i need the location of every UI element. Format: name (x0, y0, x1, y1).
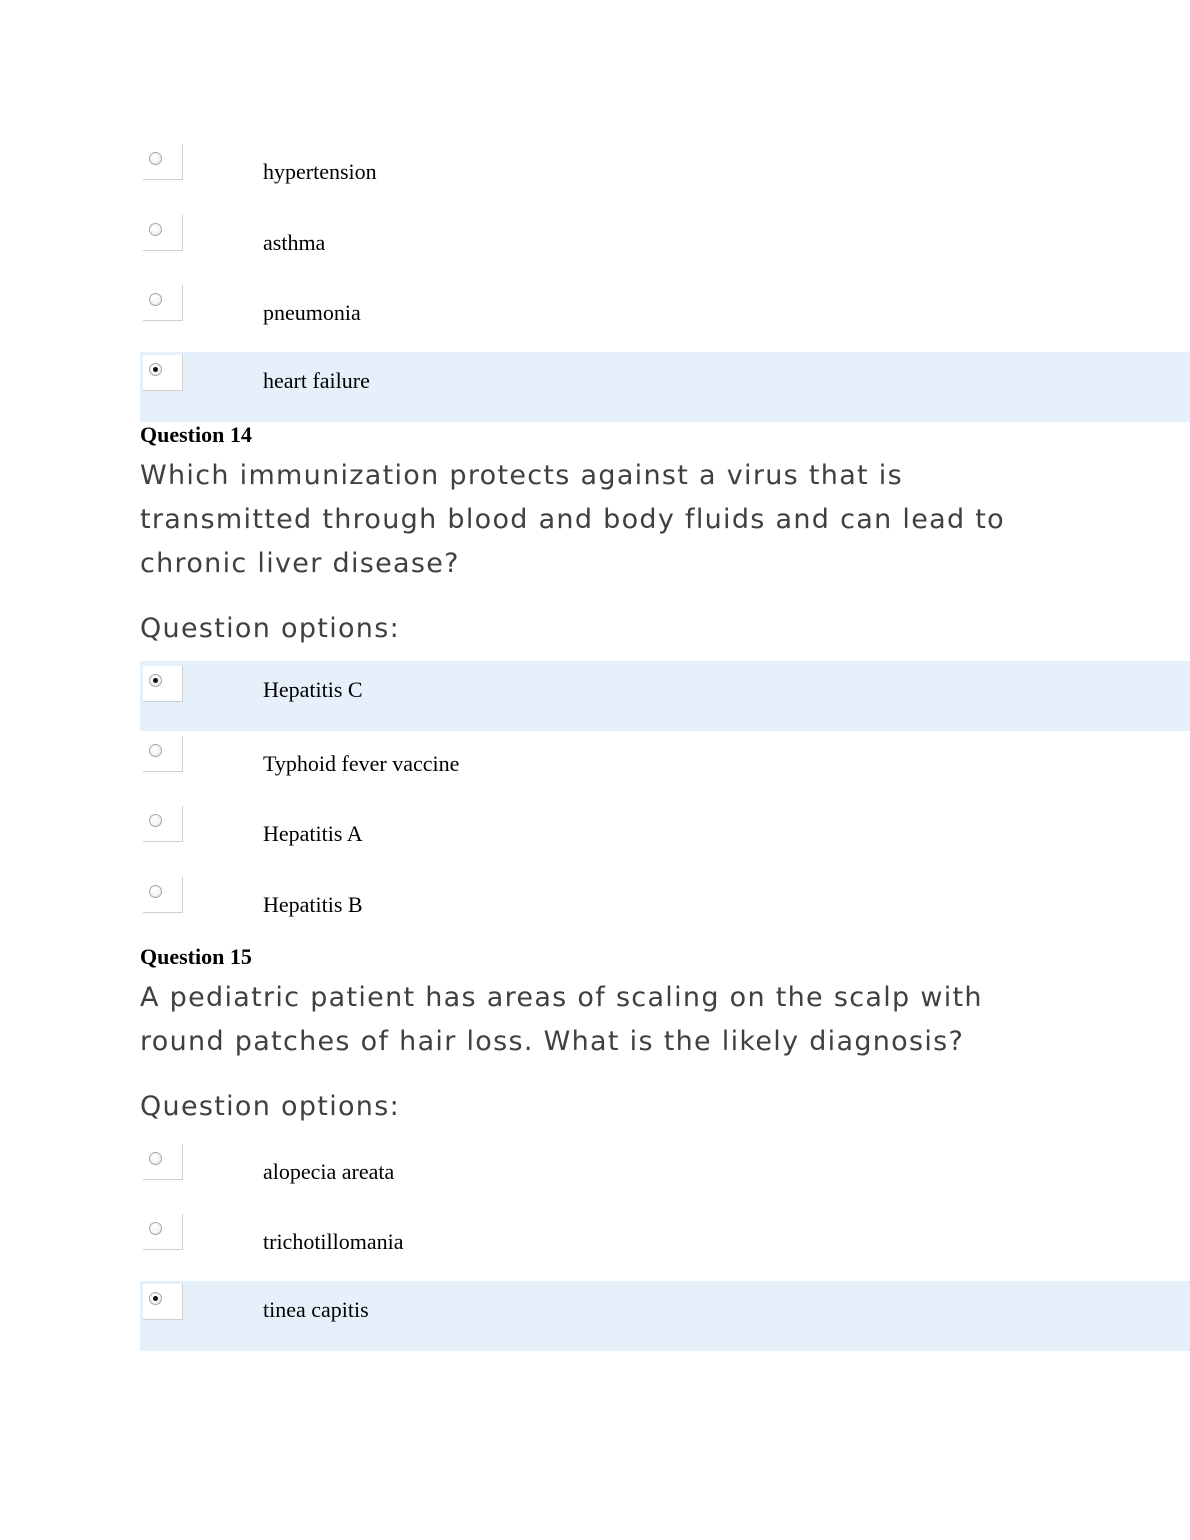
radio-button-frame[interactable] (143, 1284, 183, 1320)
option-label: pneumonia (263, 300, 361, 325)
radio-button[interactable] (149, 1222, 162, 1235)
option-row-selected[interactable] (140, 352, 1190, 422)
option-label: trichotillomania (263, 1229, 404, 1254)
radio-button[interactable] (149, 152, 162, 165)
radio-button-frame[interactable] (143, 285, 183, 321)
radio-button-checked[interactable] (149, 1292, 162, 1305)
radio-button[interactable] (149, 744, 162, 757)
option-row[interactable] (140, 215, 1190, 285)
option-row-selected[interactable] (140, 661, 1190, 731)
radio-button-frame[interactable] (143, 877, 183, 913)
option-label: tinea capitis (263, 1297, 369, 1322)
question-options-label: Question options: (140, 1091, 400, 1122)
option-label: Hepatitis C (263, 677, 363, 702)
question-options-label: Question options: (140, 613, 400, 644)
radio-button-frame[interactable] (143, 736, 183, 772)
radio-button-frame[interactable] (143, 144, 183, 180)
question-text: Which immunization protects against a virus that is transmitted through blood and body fluids and can lead to chronic liver disease? (140, 460, 1005, 579)
radio-button-frame[interactable] (143, 1144, 183, 1180)
question-title: Question 15 (140, 944, 252, 969)
option-label: Hepatitis A (263, 821, 363, 846)
radio-button[interactable] (149, 1152, 162, 1165)
option-label: Hepatitis B (263, 892, 363, 917)
radio-button-checked[interactable] (149, 363, 162, 376)
option-label: heart failure (263, 368, 370, 393)
option-row[interactable] (140, 877, 1190, 947)
option-row[interactable] (140, 144, 1190, 214)
radio-button-checked[interactable] (149, 674, 162, 687)
radio-button-frame[interactable] (143, 806, 183, 842)
option-row[interactable] (140, 806, 1190, 876)
radio-button-frame[interactable] (143, 666, 183, 702)
option-row[interactable] (140, 736, 1190, 806)
radio-button[interactable] (149, 814, 162, 827)
option-row[interactable] (140, 1144, 1190, 1214)
option-row[interactable] (140, 285, 1190, 355)
radio-button-frame[interactable] (143, 215, 183, 251)
option-row-selected[interactable] (140, 1281, 1190, 1351)
option-label: asthma (263, 230, 326, 255)
option-label: hypertension (263, 159, 377, 184)
radio-button-frame[interactable] (143, 1214, 183, 1250)
radio-button-frame[interactable] (143, 355, 183, 391)
option-row[interactable] (140, 1214, 1190, 1284)
question-title: Question 14 (140, 422, 252, 447)
radio-button[interactable] (149, 885, 162, 898)
question-text: A pediatric patient has areas of scaling on the scalp with round patches of hair loss. What is the likely diagnosis? (140, 982, 983, 1057)
radio-button[interactable] (149, 223, 162, 236)
option-label: Typhoid fever vaccine (263, 751, 460, 776)
radio-button[interactable] (149, 293, 162, 306)
option-label: alopecia areata (263, 1159, 395, 1184)
